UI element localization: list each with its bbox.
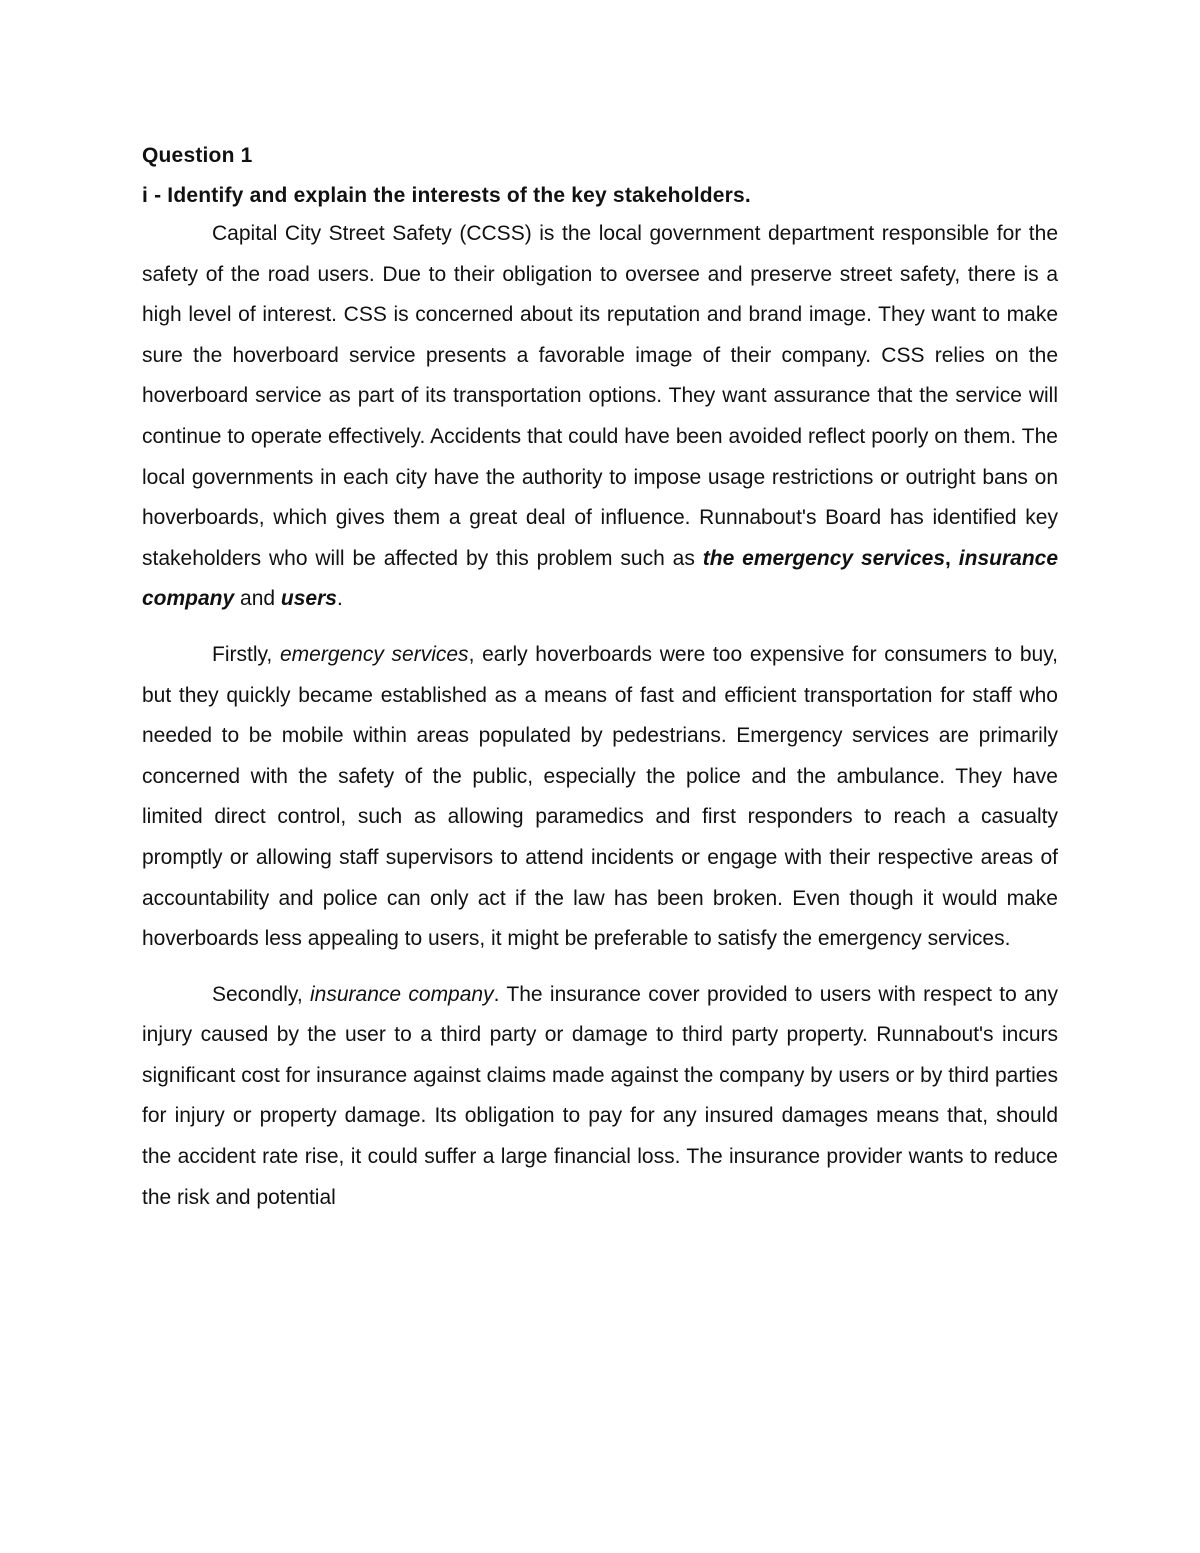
paragraph-insurance-lead: Secondly, xyxy=(212,982,310,1006)
question-heading: Question 1 xyxy=(142,144,253,167)
stakeholder-emergency-services: the emergency services xyxy=(702,546,946,570)
paragraph-emergency-term: emergency services xyxy=(279,642,469,666)
paragraph-insurance-company xyxy=(142,975,1058,1219)
stakeholder-insurance-company: insurance company xyxy=(142,546,1059,611)
paragraph-emergency-lead: Firstly, xyxy=(212,642,280,666)
paragraph-insurance-term: insurance company xyxy=(310,982,494,1006)
paragraph-emergency-services xyxy=(142,635,1058,960)
stakeholder-users: users xyxy=(280,587,337,611)
stakeholder-and: and xyxy=(234,587,281,611)
paragraph-ccss-end: . xyxy=(336,587,343,611)
paragraph-ccss-text: Capital City Street Safety (CCSS) is the local government department responsible for the safety of the road users. Due to their obligation to oversee and preserve street safety, there is a high level of interest. CSS is concerned about its reputation and brand image. They want to make sure the hoverboard service presents a favorable image of their company. CSS relies on the hoverboard service as part of its transportation options. They want assurance that the service will continue to operate effectively. Accidents that could have been avoided reflect poorly on them. The local governments in each city have the authority to impose usage restrictions or outright bans on hoverboards, which gives them a great deal of influence. Runnabout's Board has identified key stakeholders who will be affected by this problem such as xyxy=(142,222,1058,570)
document-body xyxy=(142,140,1058,1218)
question-subheading: i - Identify and explain the interests of the key stakeholders. xyxy=(142,184,751,207)
paragraph-ccss xyxy=(142,214,1058,620)
stakeholder-separator: , xyxy=(945,546,959,570)
paragraph-emergency-text: , early hoverboards were too expensive for consumers to buy, but they quickly became established as a means of fast and efficient transportation for staff who needed to be mobile within areas populated by pedestrians. Emergency services are primarily concerned with the safety of the public, especially the police and the ambulance. They have limited direct control, such as allowing paramedics and first responders to reach a casualty promptly or allowing staff supervisors to attend incidents or engage with their respective areas of accountability and police can only act if the law has been broken. Even though it would make hoverboards less appealing to users, it might be preferable to satisfy the emergency services. xyxy=(142,642,1059,951)
paragraph-insurance-text: . The insurance cover provided to users with respect to any injury caused by the user to a third party or damage to third party property. Runnabout's incurs significant cost for insurance against claims made against the company by users or by third parties for injury or property damage. Its obligation to pay for any insured damages means that, should the accident rate rise, it could suffer a large financial loss. The insurance provider wants to reduce the risk and potential xyxy=(142,982,1058,1209)
